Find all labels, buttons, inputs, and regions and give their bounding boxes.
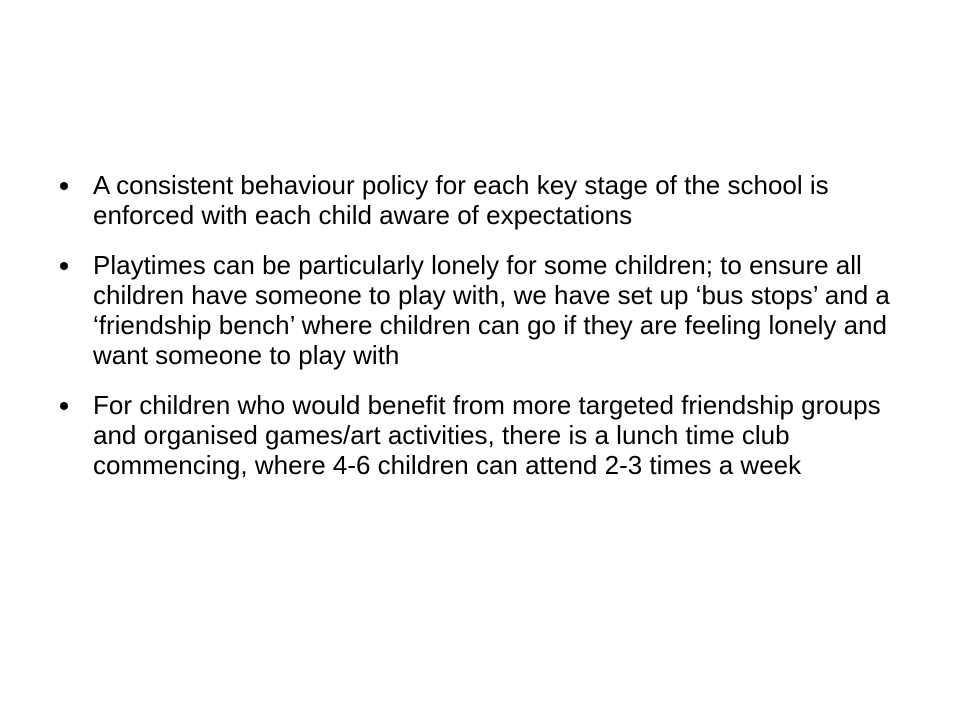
bullet-item (60, 390, 910, 480)
bullet-text: For children who would benefit from more targeted friendship groups and organised games/art activities, there is a lunch time club commencing, where 4-6 children can attend 2-3 times a week (93, 390, 881, 480)
bullet-text: A consistent behaviour policy for each key stage of the school is enforced with each child aware of expectations (93, 170, 829, 230)
bullet-text: Playtimes can be particularly lonely for some children; to ensure all children have someone to play with, we have set up ‘bus stops’ and a ‘friendship bench’ where children can go if they are feeling lonely and want someone to play with (93, 250, 890, 370)
bullet-list (60, 170, 910, 500)
bullet-dot-icon (60, 402, 68, 410)
bullet-item (60, 170, 910, 230)
bullet-dot-icon (60, 262, 68, 270)
bullet-item (60, 250, 910, 370)
bullet-dot-icon (60, 182, 68, 190)
